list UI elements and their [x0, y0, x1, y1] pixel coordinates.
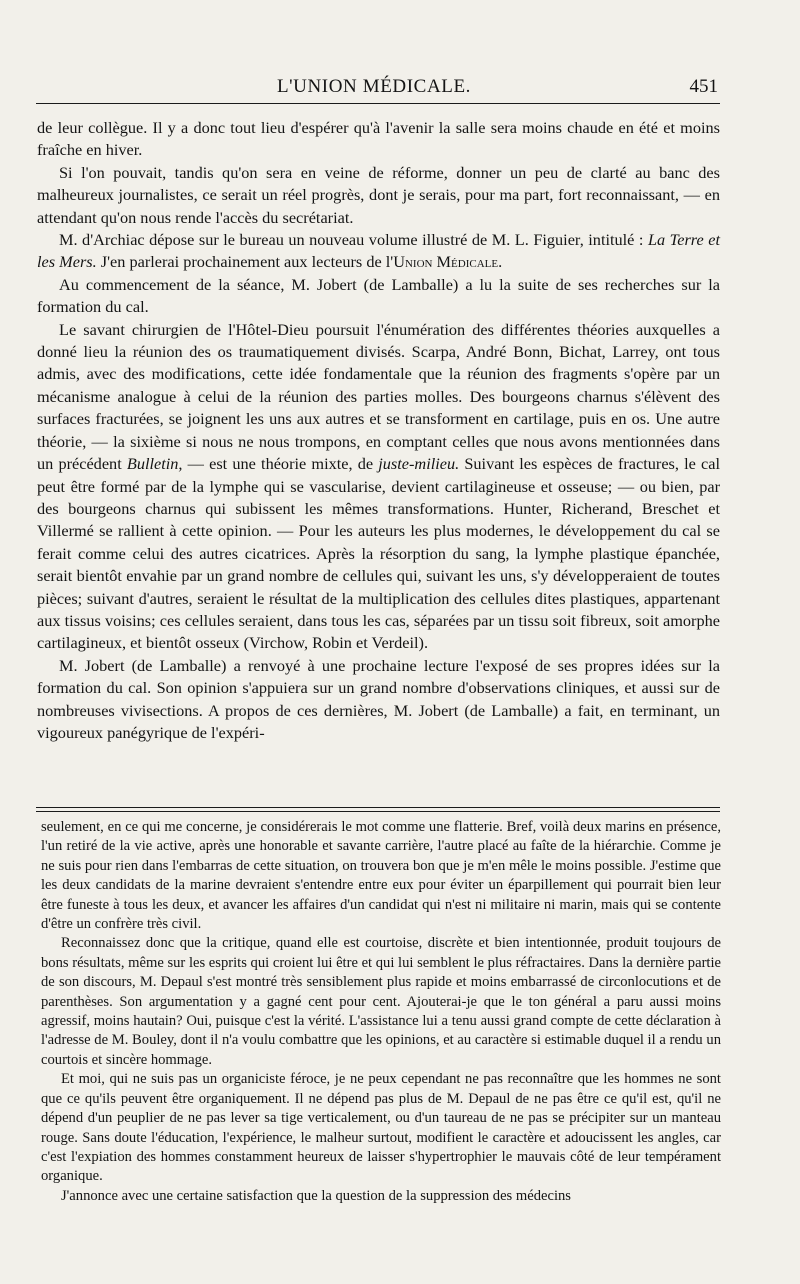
- feuilleton-paragraph-2: Reconnaissez donc que la critique, quand elle est courtoise, discrète et bien intentionnée, produit toujours de bons résultats, même sur les esprits qui croient lui être et qui lui semblent le plus réfractaires. Dans la dernière partie de son discours, M. Depaul s'est montré très sensiblement plus rapide et moins embarrassé de circonlocutions et de parenthèses. Son argumentation y a gagné cent pour cent. Ajouterai-je que le ton général a paru aussi moins agressif, moins hautain? Oui, puisque c'est la vérité. L'assistance lui a tenu aussi grand compte de cette déclaration à l'adresse de M. Bouley, dont il n'a voulu combattre que les opinions, et au caractère si estimable duquel il a rendu un courtois et sincère hommage.: [41, 935, 722, 1068]
- feuilleton-paragraph-1: seulement, en ce qui me concerne, je considérerais le mot comme une flatterie. Bref, voilà deux marins en présence, l'un retiré de la vie active, après une honorable et savante carrière, l'autre placé au faîte de la hiérarchie. Comme je ne suis pour rien dans l'embarras de cette situation, on trouvera bon que je m'en mêle le moins possible. J'estime que les deux candidats de la marine devraient s'entendre entre eux pour éviter un éparpillement qui pourrait bien leur être funeste à tous les deux, et avancer les affaires d'un candidat qui n'est ni militaire ni marin, mais qui se contente d'être un confrère très civil.: [41, 819, 721, 933]
- juste-milieu-term: juste-milieu.: [378, 454, 460, 474]
- paragraph-1: de leur collègue. Il y a donc tout lieu d'espérer qu'à l'avenir la salle sera moins chaude en été et moins fraîche en hiver.: [37, 118, 720, 160]
- paragraph-5-text-c: Suivant les espèces de fractures, le cal peut être formé par de la lymphe qui se vascularise, devient cartilagineuse et osseuse; — ou bien, par des bourgeons charnus qui subissent les mêmes transformations. Hunter, Richerand, Breschet et Villermé se rallient à cette opinion. — Pour les auteurs les plus modernes, le développement du cal se ferait comme celui des autres cicatrices. Après la résorption du sang, la lymphe plastique épanchée, serait bientôt envahie par un grand nombre de cellules qui, suivant les uns, s'y développeraient de toutes pièces; suivant d'autres, seraient le résultat de la multiplication des cellules dites plastiques, appartenant aux tissus voisins; ces cellules seraient, dans tous les cas, séparées par un tissu soit fibreux, soit amorphe cartilagineux, et bientôt osseux (Virchow, Robin et Verdeil).: [37, 454, 721, 653]
- feuilleton-paragraph-4: J'annonce avec une certaine satisfaction que la question de la suppression des médecins: [61, 1187, 571, 1204]
- paragraph-3-text-a: M. d'Archiac dépose sur le bureau un nouveau volume illustré de M. L. Figuier, intitulé :: [59, 230, 648, 250]
- paragraph-2: Si l'on pouvait, tandis qu'on sera en veine de réforme, donner un peu de clarté au banc des malheureux journalistes, ce serait un réel progrès, dont je serais, pour ma part, fort reconnaissant, — en attendant qu'on nous rende l'accès du secrétariat.: [37, 162, 720, 227]
- book-title: La Terre et les Mers.: [37, 230, 720, 272]
- bulletin-ref: Bulletin,: [126, 454, 183, 474]
- running-header: [36, 76, 718, 100]
- page-number: 451: [689, 76, 718, 97]
- paragraph-3: [37, 229, 720, 274]
- paragraph-3-end: .: [498, 252, 503, 272]
- paragraph-5: [37, 319, 720, 655]
- main-text: [37, 117, 720, 744]
- journal-title: L'UNION MÉDICALE.: [276, 76, 472, 97]
- feuilleton-divider: [36, 807, 720, 812]
- header-rule: [36, 103, 720, 104]
- paragraph-5-text-a: Le savant chirurgien de l'Hôtel-Dieu poursuit l'énumération des différentes théories auxquelles a donné lieu la réunion des os traumatiquement divisés. Scarpa, André Bonn, Bichat, Larrey, ont tous admis, avec des modifications, cette idée fondamentale que la réunion des fragments s'opère par un mécanisme analogue à celui de la réunion des parties molles. Des bourgeons charnus s'élèvent des surfaces fracturées, se joignent les uns aux autres et se transforment en cartilage, puis en os. Une autre théorie, — la sixième si nous ne nous trompons, en comptant celles que nous avons mentionnées dans un précédent: [37, 319, 720, 474]
- paragraph-3-text-b: J'en parlerai prochainement aux lecteurs de l': [96, 252, 394, 272]
- feuilleton-paragraph-3: Et moi, qui ne suis pas un organiciste féroce, je ne peux cependant ne pas reconnaître que les hommes ne sont que ce qu'ils peuvent être organiquement. Il ne dépend pas plus de M. Depaul de ne pas être ce qu'il est, qu'il ne dépend d'un peuplier de ne pas lever sa tige verticalement, ou d'un taureau de ne pas se précipiter sur un manteau rouge. Sans doute l'éducation, l'expérience, le malheur surtout, modifient le caractère et adoucissent les angles, car c'est l'expiation des hommes constamment heureux de laisser s'hypertrophier le mauvais côté de leur tempérament organique.: [41, 1071, 721, 1185]
- paragraph-6: M. Jobert (de Lamballe) a renvoyé à une prochaine lecture l'exposé de ses propres idées sur la formation du cal. Son opinion s'appuiera sur un grand nombre d'observations cliniques, et aussi sur de nombreuses vivisections. A propos de ces dernières, M. Jobert (de Lamballe) a fait, en terminant, un vigoureux panégyrique de l'expéri-: [37, 655, 720, 742]
- paragraph-5-text-b: — est une théorie mixte, de: [182, 454, 379, 474]
- paragraph-4: Au commencement de la séance, M. Jobert (de Lamballe) a lu la suite de ses recherches sur la formation du cal.: [37, 274, 720, 317]
- feuilleton-text: [41, 818, 721, 1206]
- journal-name: Union Médicale: [393, 252, 499, 272]
